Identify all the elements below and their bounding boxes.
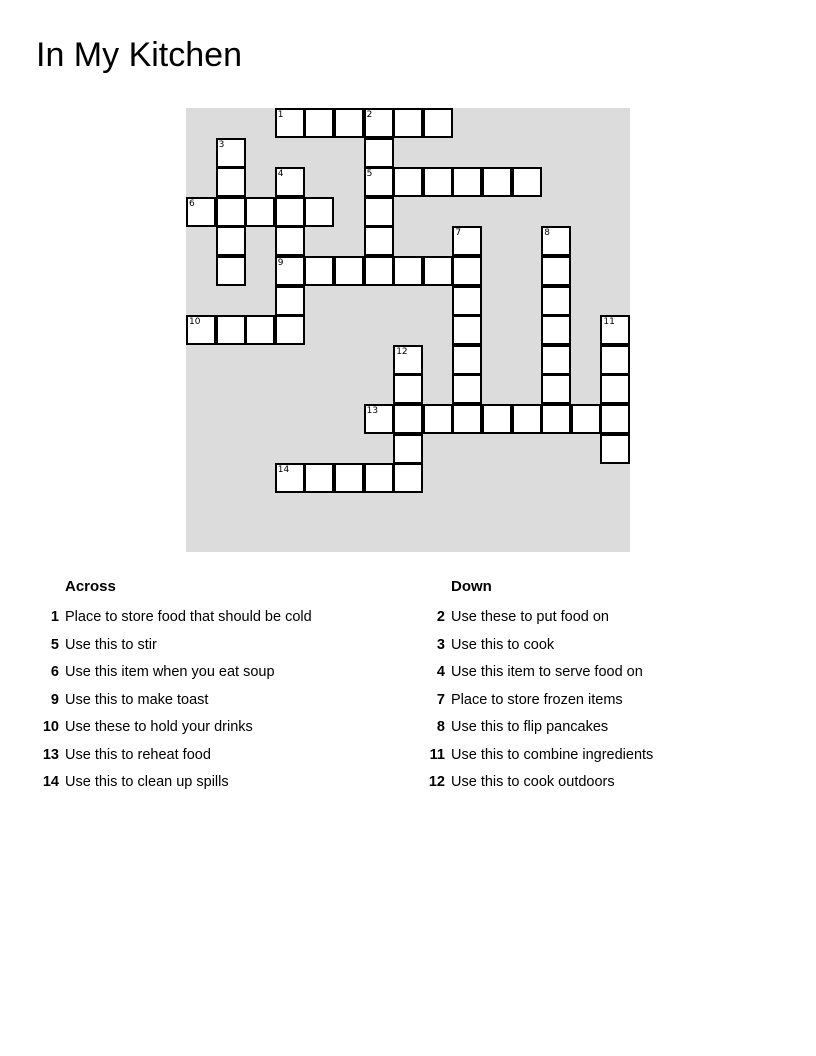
crossword-cell[interactable]	[275, 463, 305, 493]
cell-number: 1	[277, 110, 284, 120]
clue-text: Use this item when you eat soup	[65, 664, 275, 680]
clue-text: Use this to stir	[65, 636, 157, 653]
clue-number: 12	[428, 774, 445, 790]
cell-number: 10	[189, 317, 201, 328]
across-clue-row	[30, 660, 275, 688]
crossword-cell[interactable]	[216, 197, 246, 227]
crossword-cell[interactable]	[364, 167, 394, 197]
cell-number: 2	[366, 110, 373, 120]
crossword-cell[interactable]	[216, 138, 246, 168]
clue-text: Use these to hold your drinks	[65, 719, 253, 735]
crossword-cell[interactable]	[304, 256, 334, 286]
clue-text: Use this to flip pancakes	[451, 719, 609, 735]
crossword-cell[interactable]	[275, 315, 305, 345]
crossword-cell[interactable]	[541, 256, 571, 286]
clue-text: Place to store frozen items	[451, 691, 623, 708]
crossword-cell[interactable]	[571, 404, 601, 434]
crossword-cell[interactable]	[541, 226, 571, 256]
crossword-cell[interactable]	[393, 167, 423, 197]
crossword-cell[interactable]	[541, 374, 571, 404]
clue-number: 4	[436, 664, 445, 680]
crossword-cell[interactable]	[275, 226, 305, 256]
cell-number: 9	[277, 258, 284, 268]
clue-text: Use this to cook	[451, 636, 555, 653]
clue-text: Use this item to serve food on	[451, 664, 643, 680]
down-heading: Down	[451, 578, 492, 595]
crossword-cell[interactable]	[364, 197, 394, 227]
crossword-cell[interactable]	[334, 256, 364, 286]
crossword-cell[interactable]	[216, 315, 246, 345]
clue-number: 5	[50, 636, 59, 653]
crossword-cell[interactable]	[512, 167, 542, 197]
clue-number: 2	[436, 609, 445, 625]
crossword-cell[interactable]	[364, 108, 394, 138]
cell-number: 14	[277, 465, 290, 476]
crossword-cell[interactable]	[541, 315, 571, 345]
across-clue-row	[30, 770, 229, 798]
crossword-cell[interactable]	[423, 108, 453, 138]
crossword-cell[interactable]	[512, 404, 542, 434]
crossword-cell[interactable]	[216, 226, 246, 256]
crossword-cell[interactable]	[216, 167, 246, 197]
across-clue-row	[30, 633, 157, 661]
crossword-cell[interactable]	[304, 108, 334, 138]
crossword-cell[interactable]	[393, 374, 423, 404]
cell-number: 6	[189, 198, 195, 209]
across-heading: Across	[65, 578, 116, 595]
across-clue-row	[30, 605, 312, 633]
crossword-cell[interactable]	[304, 197, 334, 227]
clue-number: 14	[42, 774, 59, 790]
crossword-cell[interactable]	[186, 197, 216, 227]
crossword-cell[interactable]	[423, 256, 453, 286]
clue-text: Use this to combine ingredients	[451, 746, 654, 763]
crossword-cell[interactable]	[245, 315, 275, 345]
crossword-cell[interactable]	[600, 345, 630, 375]
crossword-cell[interactable]	[423, 404, 453, 434]
crossword-cell[interactable]	[600, 315, 630, 345]
clue-number: 10	[42, 719, 59, 735]
crossword-cell[interactable]	[452, 374, 482, 404]
crossword-cell[interactable]	[334, 463, 364, 493]
down-clue-row	[416, 715, 608, 743]
crossword-cell[interactable]	[452, 404, 482, 434]
cell-number: 5	[366, 169, 373, 180]
crossword-cell[interactable]	[275, 256, 305, 286]
crossword-cell[interactable]	[364, 256, 394, 286]
crossword-cell[interactable]	[452, 167, 482, 197]
crossword-grid	[186, 108, 630, 552]
crossword-cell[interactable]	[482, 167, 512, 197]
crossword-cell[interactable]	[364, 138, 394, 168]
down-clue-row	[416, 605, 609, 633]
clue-text: Use these to put food on	[451, 609, 609, 625]
down-clue-row	[416, 660, 643, 688]
page-title: In My Kitchen	[36, 36, 242, 74]
crossword-cell[interactable]	[600, 434, 630, 464]
crossword-cell[interactable]	[393, 256, 423, 286]
crossword-cell[interactable]	[186, 315, 216, 345]
down-clue-row	[416, 633, 554, 661]
crossword-cell[interactable]	[423, 167, 453, 197]
across-clue-row	[30, 743, 211, 771]
cell-number: 8	[544, 228, 550, 239]
crossword-cell[interactable]	[275, 286, 305, 316]
crossword-cell[interactable]	[334, 108, 364, 138]
clue-text: Use this to cook outdoors	[451, 774, 615, 790]
crossword-cell[interactable]	[275, 108, 305, 138]
clue-number: 1	[50, 609, 59, 625]
clue-text: Place to store food that should be cold	[65, 609, 312, 625]
cell-number: 12	[396, 346, 408, 357]
crossword-cell[interactable]	[245, 197, 275, 227]
cell-number: 13	[366, 406, 379, 416]
clue-number: 9	[50, 691, 59, 708]
crossword-cell[interactable]	[482, 404, 512, 434]
crossword-cell[interactable]	[600, 374, 630, 404]
crossword-cell[interactable]	[304, 463, 334, 493]
clue-number: 3	[436, 636, 445, 653]
crossword-cell[interactable]	[452, 345, 482, 375]
crossword-cell[interactable]	[364, 404, 394, 434]
crossword-cell[interactable]	[452, 256, 482, 286]
clue-text: Use this to clean up spills	[65, 774, 229, 790]
crossword-cell[interactable]	[393, 404, 423, 434]
crossword-cell[interactable]	[393, 108, 423, 138]
clue-number: 8	[436, 719, 445, 735]
cell-number: 4	[277, 169, 284, 180]
crossword-cell[interactable]	[275, 167, 305, 197]
across-clue-row	[30, 715, 253, 743]
crossword-cell[interactable]	[541, 345, 571, 375]
crossword-cell[interactable]	[393, 463, 423, 493]
clue-text: Use this to reheat food	[65, 746, 211, 763]
crossword-cell[interactable]	[393, 434, 423, 464]
cell-number: 11	[603, 317, 615, 328]
clue-number: 7	[436, 691, 445, 708]
clue-number: 11	[429, 746, 445, 763]
crossword-cell[interactable]	[364, 226, 394, 256]
across-clue-row	[30, 688, 208, 716]
crossword-cell[interactable]	[541, 286, 571, 316]
cell-number: 3	[218, 139, 225, 150]
clue-number: 13	[42, 746, 59, 763]
cell-number: 7	[455, 228, 462, 239]
crossword-cell[interactable]	[393, 345, 423, 375]
crossword-cell[interactable]	[216, 256, 246, 286]
crossword-cell[interactable]	[541, 404, 571, 434]
crossword-cell[interactable]	[452, 286, 482, 316]
down-clue-row	[416, 743, 653, 771]
crossword-cell[interactable]	[600, 404, 630, 434]
down-clue-row	[416, 770, 615, 798]
crossword-cell[interactable]	[364, 463, 394, 493]
clue-text: Use this to make toast	[65, 691, 209, 708]
crossword-cell[interactable]	[275, 197, 305, 227]
crossword-cell[interactable]	[452, 226, 482, 256]
crossword-cell[interactable]	[452, 315, 482, 345]
down-clue-row	[416, 688, 623, 716]
clue-number: 6	[50, 664, 59, 680]
